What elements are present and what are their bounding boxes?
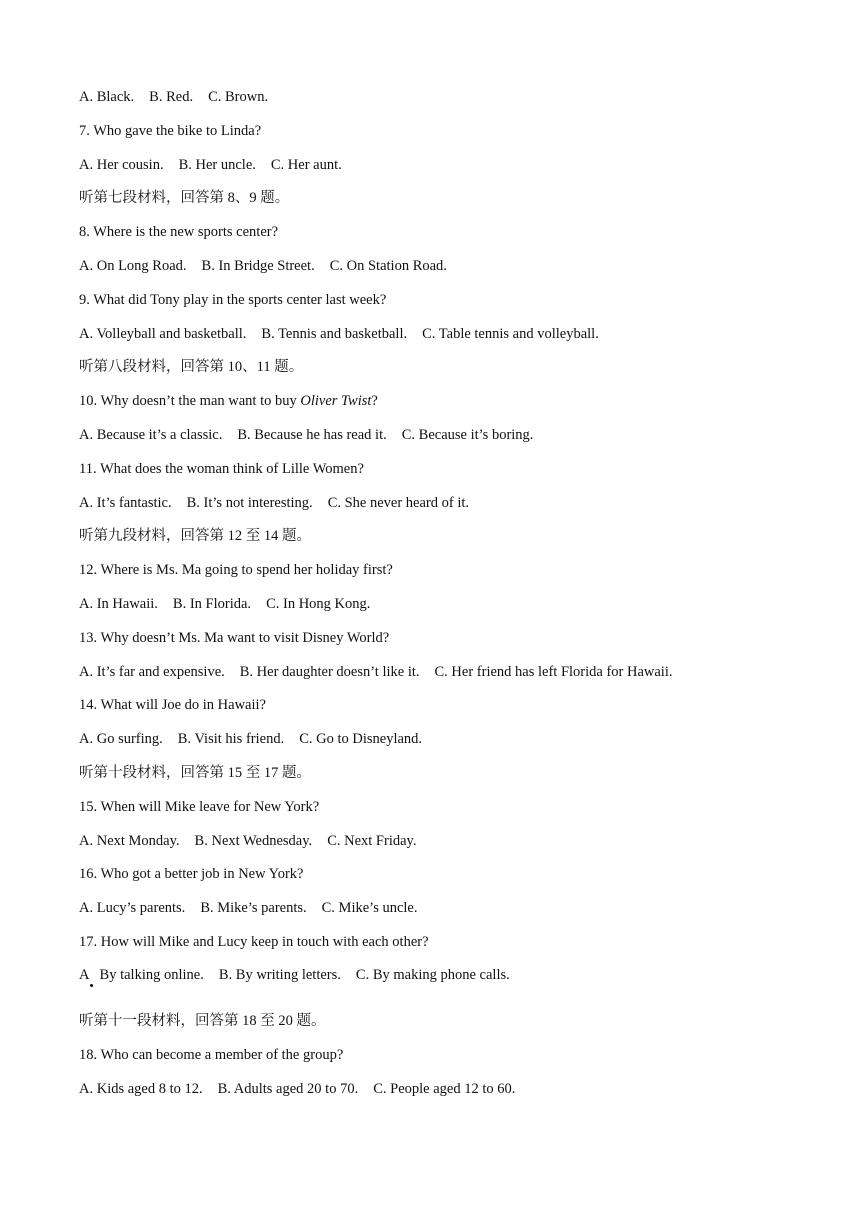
option-text: B. Her daughter doesn’t like it. <box>239 664 420 680</box>
option-text: A. Kids aged 8 to 12. <box>79 1081 203 1097</box>
option-text: A. Go surfing. <box>79 731 163 747</box>
question-text: 13. Why doesn’t Ms. Ma want to visit Disney World? <box>79 630 390 646</box>
question-text: 16. Who got a better job in New York? <box>79 866 304 882</box>
answer-options <box>79 832 416 850</box>
option-text: C. In Hong Kong. <box>266 596 371 612</box>
option-text: C. People aged 12 to 60. <box>373 1081 516 1097</box>
option-text: B. Visit his friend. <box>177 731 285 747</box>
option-text: A. Next Monday. <box>79 833 180 849</box>
answer-options <box>79 156 342 174</box>
book-title: Oliver Twist <box>300 393 372 409</box>
question-fragment: 10. Why doesn’t the man want to buy <box>79 393 301 409</box>
option-text: B. It’s not interesting. <box>186 495 313 511</box>
question-text: 17. How will Mike and Lucy keep in touch with each other? <box>79 934 429 950</box>
option-text: C. Because it’s boring. <box>401 427 534 443</box>
question-fragment: ? <box>371 393 378 409</box>
option-text: A. Because it’s a classic. <box>79 427 223 443</box>
section-instruction: 听第七段材料，回答第 8、9 题。 <box>79 190 290 206</box>
option-text: A. Volleyball and basketball. <box>79 326 247 342</box>
option-text: C. Her aunt. <box>270 157 342 173</box>
question-text: 12. Where is Ms. Ma going to spend her holiday first? <box>79 562 393 578</box>
option-text: B. Tennis and basketball. <box>261 326 408 342</box>
option-text: A. In Hawaii. <box>79 596 158 612</box>
option-text: A. Black. <box>79 89 135 105</box>
stray-dot-mark <box>90 984 93 987</box>
option-text: C. Mike’s uncle. <box>321 900 418 916</box>
option-text: B. Her uncle. <box>178 157 256 173</box>
option-text: A By talking online. <box>79 967 204 983</box>
option-text: C. Next Friday. <box>327 833 417 849</box>
option-text: A. Lucy’s parents. <box>79 900 186 916</box>
answer-options <box>79 663 672 681</box>
option-text: B. By writing letters. <box>218 967 341 983</box>
answer-options <box>79 1080 515 1098</box>
option-text: C. Her friend has left Florida for Hawaii. <box>434 664 673 680</box>
option-text: C. Go to Disneyland. <box>299 731 423 747</box>
option-text: A. On Long Road. <box>79 258 187 274</box>
question-text: 18. Who can become a member of the group? <box>79 1047 344 1063</box>
question-text: 8. Where is the new sports center? <box>79 224 279 240</box>
option-text: B. Adults aged 20 to 70. <box>217 1081 359 1097</box>
question-text: 14. What will Joe do in Hawaii? <box>79 697 266 713</box>
question-text <box>79 392 378 410</box>
answer-options <box>79 88 268 106</box>
answer-options <box>79 899 418 917</box>
option-text: C. She never heard of it. <box>327 495 470 511</box>
answer-options <box>79 595 370 613</box>
option-text: A. It’s fantastic. <box>79 495 172 511</box>
option-text: C. Brown. <box>208 89 269 105</box>
option-text: B. Because he has read it. <box>237 427 387 443</box>
option-text: C. Table tennis and volleyball. <box>422 326 599 342</box>
section-instruction: 听第十一段材料，回答第 18 至 20 题。 <box>79 1013 326 1029</box>
question-text: 11. What does the woman think of Lille Women? <box>79 461 364 477</box>
option-text: B. Red. <box>149 89 194 105</box>
option-text: B. In Florida. <box>172 596 252 612</box>
option-text: B. Next Wednesday. <box>194 833 313 849</box>
answer-options <box>79 730 422 748</box>
section-instruction: 听第九段材料，回答第 12 至 14 题。 <box>79 528 311 544</box>
answer-options <box>79 325 599 343</box>
question-text: 9. What did Tony play in the sports center last week? <box>79 292 387 308</box>
option-text: C. On Station Road. <box>329 258 447 274</box>
option-text: B. In Bridge Street. <box>201 258 315 274</box>
option-text: B. Mike’s parents. <box>200 900 307 916</box>
answer-options <box>79 257 447 275</box>
question-text: 7. Who gave the bike to Linda? <box>79 123 262 139</box>
answer-options <box>79 494 469 512</box>
option-text: C. By making phone calls. <box>355 967 510 983</box>
section-instruction: 听第八段材料，回答第 10、11 题。 <box>79 359 304 375</box>
answer-options <box>79 426 533 444</box>
option-text: A. It’s far and expensive. <box>79 664 225 680</box>
question-text: 15. When will Mike leave for New York? <box>79 799 320 815</box>
section-instruction: 听第十段材料，回答第 15 至 17 题。 <box>79 765 311 781</box>
option-text: A. Her cousin. <box>79 157 164 173</box>
answer-options <box>79 966 510 984</box>
